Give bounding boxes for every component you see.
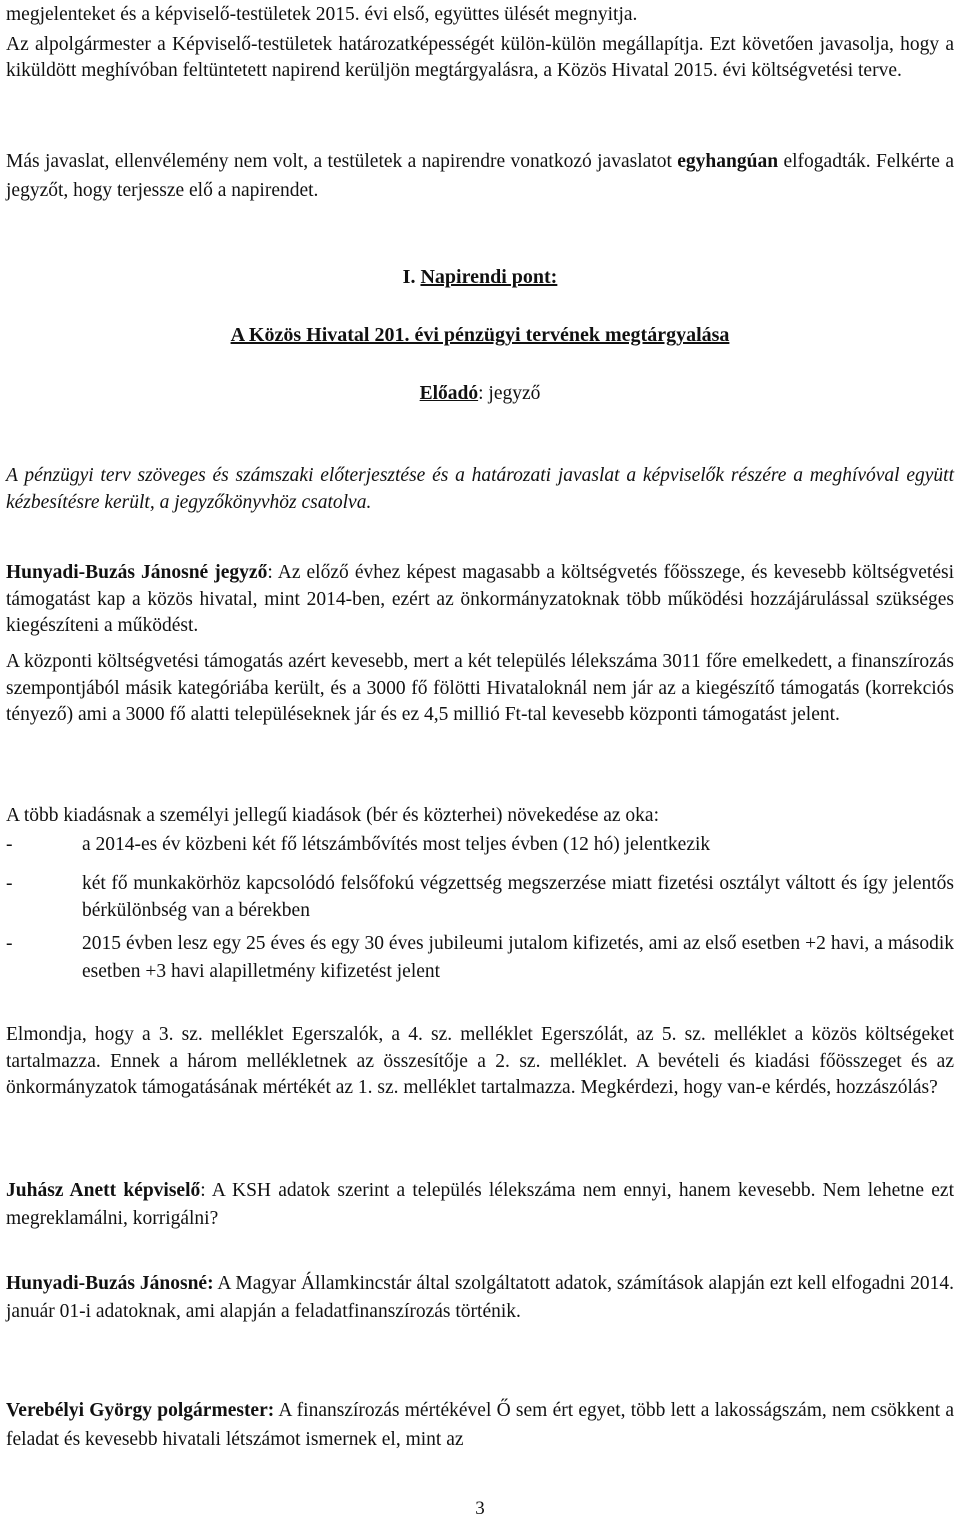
list-item-text: a 2014-es év közbeni két fő létszámbővítés most teljes évben (12 hó) jelentkezik [82, 834, 711, 855]
intro-line: megjelenteket és a képviselő-testületek 2015. évi első, együttes ülését megnyitja. [6, 4, 638, 25]
agenda-number: I. [402, 266, 416, 288]
presenter-value: : jegyző [478, 383, 541, 404]
speech-polgarmester [6, 1396, 954, 1454]
speech-jegyzo-5 [6, 1270, 954, 1326]
speech-jegyzo-1 [6, 560, 954, 640]
intro-paragraph: Az alpolgármester a Képviselő-testületek határozatképességét külön-külön megállapítja. Ezt követően javasolja, hogy a kiküldött meghívóban feltüntetett napirend kerüljön megtárgyalásra, a Közös Hivatal 2015. évi költségvetési terve. [6, 34, 954, 81]
bullet-dash: - [6, 933, 13, 954]
speech-jegyzo-2: A központi költségvetési támogatás azért kevesebb, mert a két település lélekszáma 3011 főre emelkedett, a finanszírozás szempontjából másik kategóriába került, és a 3000 fő fölötti Hivataloknál nem jár az a kiegészítő támogatás (korrekciós tényező) ami a 3000 fő alatti településeknek jár és ez 4,5 millió Ft-tal kevesebb központi támogatást jelent. [6, 651, 954, 725]
vote-text-pre: Más javaslat, ellenvélemény nem volt, a testületek a napirendre vonatkozó javaslatot [6, 151, 678, 172]
vote-text-post: elfogadták. Felkérte a jegyzőt, hogy terjessze elő a napirendet. [6, 151, 954, 201]
presenter-label: Előadó [419, 383, 479, 404]
speech-text: : Az előző évhez képest magasabb a költségvetés főösszege, és kevesebb költségvetési támogatást kap a közös hivatal, mint 2014-ben, ezért az önkormányzatoknak több működési hozzájárulással szükséges kiegészíteni a működést. [6, 562, 954, 636]
agenda-heading [0, 265, 960, 290]
speech-jegyzo-3: A több kiadásnak a személyi jellegű kiadások (bér és közterhei) növekedése az oka: [6, 805, 660, 826]
speech-text: : A KSH adatok szerint a település lélekszáma nem ennyi, hanem kevesebb. Nem lehetne ezt megreklamálni, korrigálni? [6, 1180, 954, 1229]
speaker-name: Hunyadi-Buzás Jánosné: [6, 1273, 214, 1294]
speech-text: A Magyar Államkincstár által szolgáltatott adatok, számítások alapján ezt kell elfogadni 2014. január 01-i adatoknak, ami alapján a feladatfinanszírozás történik. [6, 1273, 954, 1322]
speaker-name: Verebélyi György polgármester: [6, 1400, 275, 1421]
speech-juhasz [6, 1177, 954, 1233]
list-item-text: 2015 évben lesz egy 25 éves és egy 30 éves jubileumi jutalom kifizetés, ami az első esetben +2 havi, a második esetben +3 havi alapilletmény kifizetést jelent [82, 933, 954, 982]
agenda-label: Napirendi pont: [420, 266, 558, 288]
speaker-name: Hunyadi-Buzás Jánosné jegyző [6, 562, 268, 583]
speech-text: A finanszírozás mértékével Ő sem ért egyet, több lett a lakosságszám, nem csökkent a feladat és kevesebb hivatali létszámot ismernek el, mint az [6, 1400, 955, 1450]
agenda-title: A Közös Hivatal 201. évi pénzügyi tervének megtárgyalása [230, 324, 730, 346]
bullet-dash: - [6, 873, 13, 894]
vote-result: egyhangúan [677, 151, 779, 172]
speech-jegyzo-4: Elmondja, hogy a 3. sz. melléklet Egerszalók, a 4. sz. melléklet Egerszólát, az 5. sz. melléklet a közös költségeket tartalmazza. Ennek a három mellékletnek az összesítője a 2. sz. melléklet. A bevételi és kiadási főösszeget és az önkormányzatok támogatásának mértékét az 1. sz. melléklet tartalmazza. Megkérdezi, hogy van-e kérdés, hozzászólás? [6, 1024, 954, 1098]
bullet-dash: - [6, 834, 13, 855]
presenter-line [0, 381, 960, 406]
agenda-note: A pénzügyi terv szöveges és számszaki előterjesztése és a határozati javaslat a képviselők részére a meghívóval együtt kézbesítésre került, a jegyzőkönyvhöz csatolva. [6, 465, 954, 513]
page-number: 3 [475, 1498, 485, 1519]
list-item-text: két fő munkakörhöz kapcsolódó felsőfokú végzettség megszerzése miatt fizetési osztályt váltott és így jelentős bérkülönbség van a bérekben [82, 873, 954, 921]
speaker-name: Juhász Anett képviselő [6, 1180, 201, 1201]
vote-paragraph [6, 147, 954, 205]
